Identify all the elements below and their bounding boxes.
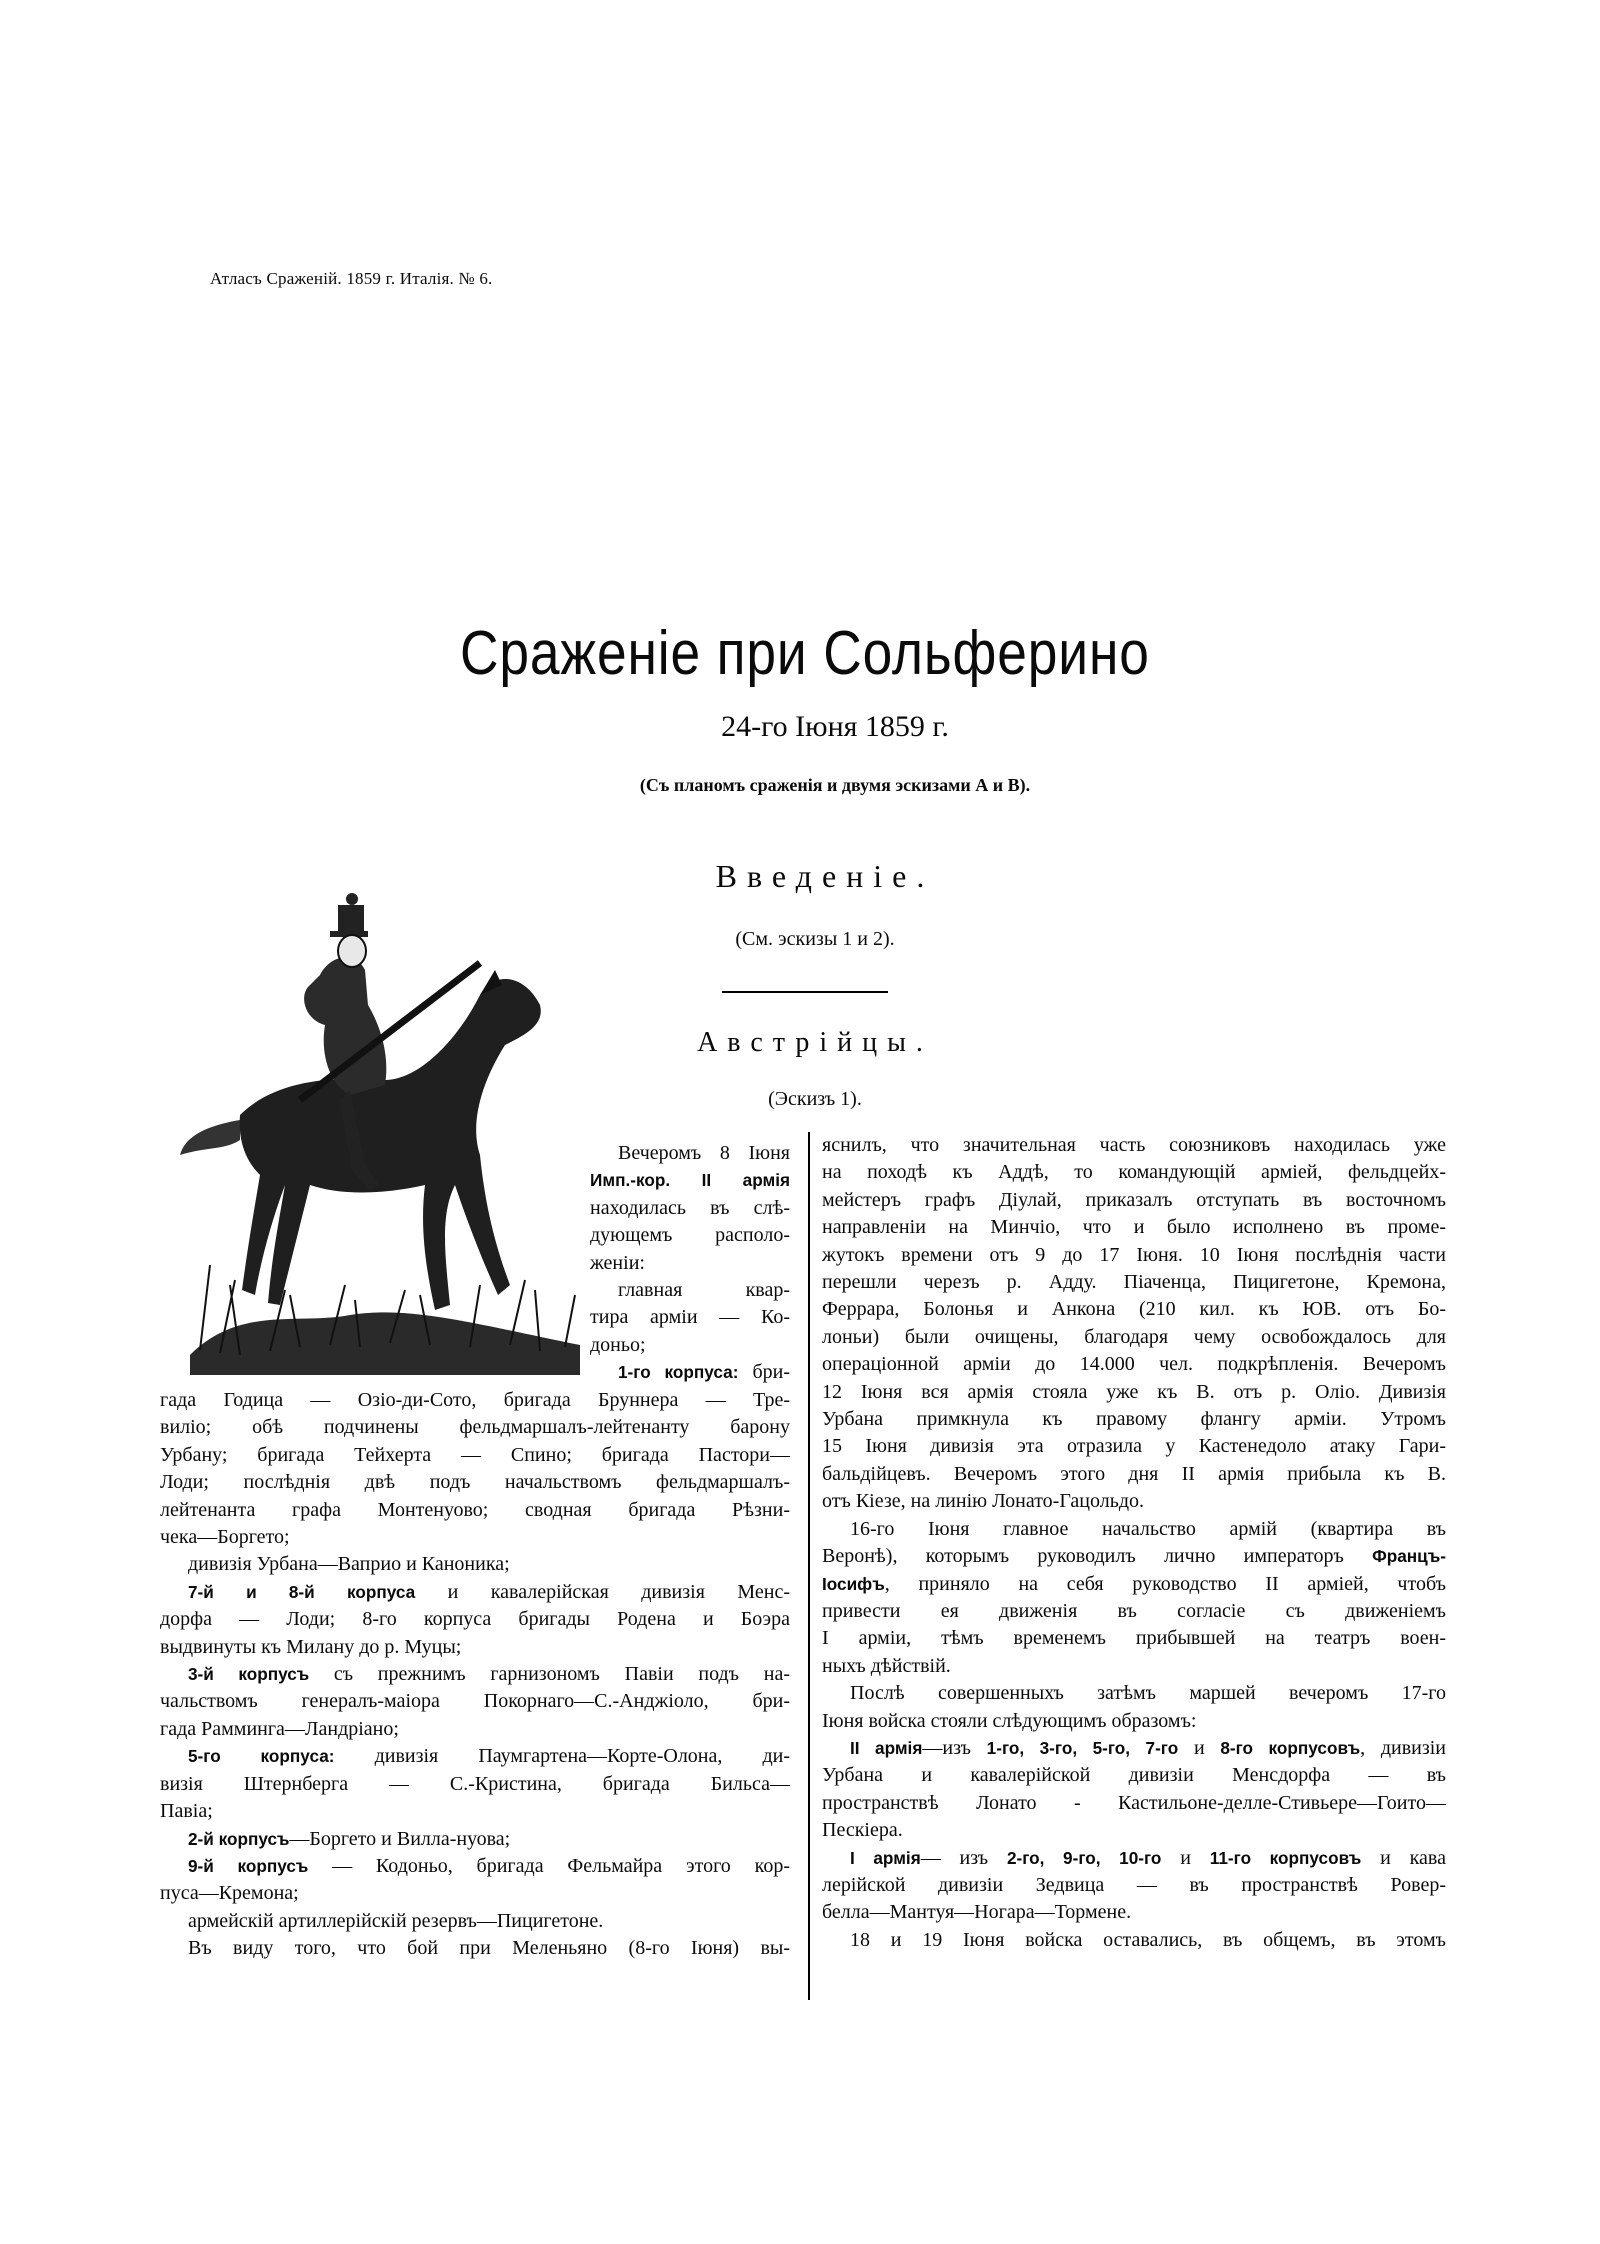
bold-term: Францъ- xyxy=(1372,1546,1446,1567)
text-run: Веронѣ), которымъ руководилъ лично императоръ xyxy=(822,1545,1373,1568)
text-run: лейтенанта графа Монтенуово; сводная бригада Рѣзни- xyxy=(160,1498,790,1521)
bold-term: I армія xyxy=(850,1847,921,1868)
bold-term: 1-го, 3-го, 5-го, 7-го xyxy=(986,1737,1179,1758)
left-column xyxy=(160,1387,790,1963)
text-line xyxy=(822,1379,1446,1406)
text-line xyxy=(822,1296,1446,1323)
bold-term: 7-й и 8-й корпуса xyxy=(188,1581,416,1602)
text-run: ныхъ дѣйствій. xyxy=(822,1654,951,1677)
text-line xyxy=(822,1324,1446,1351)
section-note-austrians: (Эскизъ 1). xyxy=(768,1088,862,1110)
text-run: выдвинуты къ Милану до р. Муцы; xyxy=(160,1635,462,1658)
text-line xyxy=(822,1653,1446,1680)
text-run: доньо; xyxy=(590,1333,646,1356)
text-line xyxy=(160,1634,790,1661)
text-line xyxy=(160,1661,790,1688)
text-line xyxy=(160,1908,790,1935)
divider-rule xyxy=(722,991,888,993)
text-run: 15 Іюня дивизія эта отразила у Кастенедоло атаку Гари- xyxy=(822,1435,1446,1458)
text-run: направленіи на Минчіо, что и было исполнено въ проме- xyxy=(822,1216,1446,1239)
right-column xyxy=(822,1132,1446,1954)
text-run: белла—Мантуя—Ногара—Тормене. xyxy=(822,1901,1132,1924)
text-run: I арміи, тѣмъ временемъ прибывшей на театръ воен- xyxy=(822,1627,1446,1650)
text-run: дивизія Урбана—Ваприо и Каноника; xyxy=(188,1553,510,1576)
text-line xyxy=(160,1798,790,1825)
text-line xyxy=(160,1579,790,1606)
text-run: съ прежнимъ гарнизономъ Павіи подъ на- xyxy=(309,1663,790,1686)
text-line xyxy=(822,1187,1446,1214)
text-line xyxy=(822,1214,1446,1241)
text-line xyxy=(590,1359,790,1386)
text-run: Урбана и кавалерійской дивизіи Менсдорфа — въ xyxy=(822,1764,1446,1787)
text-line xyxy=(160,1387,790,1414)
text-line xyxy=(822,1680,1446,1707)
text-run: — изъ xyxy=(920,1846,1007,1869)
text-line xyxy=(822,1872,1446,1899)
text-run: Въ виду того, что бой при Меленьяно (8-го Іюня) вы- xyxy=(188,1937,790,1960)
text-line xyxy=(822,1543,1446,1570)
text-line xyxy=(160,1442,790,1469)
text-run: Урбана примкнула къ правому флангу арміи. Утромъ xyxy=(822,1408,1446,1431)
text-run: бри- xyxy=(738,1361,790,1384)
text-run: 16-го Іюня главное начальство армій (квартира въ xyxy=(850,1517,1446,1540)
text-line xyxy=(160,1743,790,1770)
text-run: Іюня войска стояли слѣдующимъ образомъ: xyxy=(822,1709,1197,1732)
text-line xyxy=(160,1716,790,1743)
text-run: — Кодоньо, бригада Фельмайра этого кор- xyxy=(308,1854,790,1877)
text-line xyxy=(822,1571,1446,1598)
bold-term: 5-го корпуса: xyxy=(188,1746,335,1767)
text-run: перешли черезъ р. Адду. Піаченца, Пицигетоне, Кремона, xyxy=(822,1271,1446,1294)
section-heading-introduction: Введеніе. xyxy=(715,858,935,894)
text-run: дующемъ располо- xyxy=(590,1224,790,1247)
text-line xyxy=(590,1195,790,1222)
bold-term: 3-й корпусъ xyxy=(188,1664,310,1685)
text-run: Лоди; послѣднія двѣ подъ начальствомъ фельдмаршалъ- xyxy=(160,1471,790,1494)
bold-term: Іосифъ xyxy=(822,1573,885,1594)
text-run: жутокъ времени отъ 9 до 17 Іюня. 10 Іюня послѣднія части xyxy=(822,1243,1446,1266)
text-line xyxy=(822,1433,1446,1460)
text-line xyxy=(822,1159,1446,1186)
text-line xyxy=(822,1899,1446,1926)
text-run: Вечеромъ 8 Іюня xyxy=(618,1142,790,1164)
page-title: Сраженіе при Сольферино xyxy=(460,619,1150,688)
text-run: и xyxy=(1161,1846,1210,1869)
text-line xyxy=(822,1351,1446,1378)
text-run: тира арміи — Ко- xyxy=(590,1306,790,1329)
narrow-column xyxy=(590,1140,790,1387)
cavalryman-illustration xyxy=(180,885,585,1375)
text-line xyxy=(160,1414,790,1441)
text-line xyxy=(590,1167,790,1194)
text-run: на походѣ къ Аддѣ, то командующій арміей, фельдцейх- xyxy=(822,1161,1446,1184)
text-line xyxy=(160,1606,790,1633)
battle-date: 24-го Іюня 1859 г. xyxy=(721,710,949,743)
text-run: операціонной арміи до 14.000 чел. подкрѣпленія. Вечеромъ xyxy=(822,1353,1446,1376)
text-run: отъ Кіезе, на линію Лонато-Гацольдо. xyxy=(822,1490,1145,1513)
text-line xyxy=(160,1688,790,1715)
text-line xyxy=(160,1497,790,1524)
text-run: армейскій артиллерійскій резервъ—Пицигетоне. xyxy=(188,1909,604,1932)
text-run: , дивизіи xyxy=(1360,1736,1446,1759)
text-run: —Боргето и Вилла-нуова; xyxy=(289,1827,511,1850)
text-run: чальствомъ генералъ-маіора Покорнаго—С.-Анджіоло, бри- xyxy=(160,1690,790,1713)
text-line xyxy=(160,1935,790,1962)
text-line xyxy=(590,1222,790,1249)
text-run: Феррара, Болонья и Анкона (210 кил. къ ЮВ. отъ Бо- xyxy=(822,1298,1446,1321)
text-run: пространствѣ Лонато - Кастильоне-делле-Стивьере—Гоито— xyxy=(822,1791,1446,1814)
subtitle: (Съ планомъ сраженія и двумя эскизами А и В). xyxy=(639,775,1031,795)
text-run: 12 Іюня вся армія стояла уже къ В. отъ р. Оліо. Дивизія xyxy=(822,1380,1446,1403)
text-line xyxy=(822,1406,1446,1433)
bold-term: 9-й корпусъ xyxy=(188,1855,309,1876)
bold-term: 2-го, 9-го, 10-го xyxy=(1006,1847,1162,1868)
text-run: дорфа — Лоди; 8-го корпуса бригады Родена и Боэра xyxy=(160,1608,790,1631)
text-run: Урбану; бригада Тейхерта — Спино; бригада Пастори— xyxy=(160,1443,790,1466)
text-line xyxy=(590,1304,790,1331)
text-line xyxy=(822,1845,1446,1872)
bold-term: 2-й корпусъ xyxy=(188,1828,290,1849)
column-divider xyxy=(808,1132,810,2000)
text-line xyxy=(822,1790,1446,1817)
text-line xyxy=(822,1598,1446,1625)
text-line xyxy=(822,1762,1446,1789)
text-line xyxy=(590,1277,790,1304)
text-line xyxy=(160,1551,790,1578)
bold-term: II армія xyxy=(850,1737,923,1758)
text-line xyxy=(822,1461,1446,1488)
text-line xyxy=(822,1132,1446,1159)
text-line xyxy=(822,1708,1446,1735)
text-line xyxy=(822,1625,1446,1652)
text-run: лерійской дивизіи Зедвица — въ пространствѣ Ровер- xyxy=(822,1873,1446,1896)
text-line xyxy=(160,1826,790,1853)
text-line xyxy=(822,1927,1446,1954)
running-head: Атласъ Сраженій. 1859 г. Италія. № 6. xyxy=(210,269,493,288)
text-line xyxy=(160,1524,790,1551)
text-run: главная квар- xyxy=(618,1279,790,1302)
bold-term: 8-го корпусовъ xyxy=(1220,1737,1361,1758)
text-line xyxy=(590,1332,790,1359)
text-run: , приняло на себя руководство II арміей, чтобъ xyxy=(884,1572,1446,1595)
text-run: бальдійцевъ. Вечеромъ этого дня II армія прибыла къ В. xyxy=(822,1462,1446,1485)
text-line xyxy=(590,1140,790,1167)
text-line xyxy=(822,1817,1446,1844)
text-run: Послѣ совершенныхъ затѣмъ маршей вечеромъ 17-го xyxy=(850,1682,1446,1705)
text-run: и кава xyxy=(1361,1846,1446,1869)
section-note-introduction: (См. эскизы 1 и 2). xyxy=(735,928,895,950)
bold-term: 1-го корпуса: xyxy=(618,1362,739,1383)
text-run: виліо; обѣ подчинены фельдмаршалъ-лейтенанту барону xyxy=(160,1416,790,1439)
text-line xyxy=(160,1771,790,1798)
text-run: яснилъ, что значительная часть союзниковъ находилась уже xyxy=(822,1134,1446,1156)
bold-term: Имп.-кор. II армія xyxy=(590,1170,790,1191)
text-run: Павіа; xyxy=(160,1800,213,1823)
text-run: гада Рамминга—Ландріано; xyxy=(160,1717,399,1740)
bold-term: 11-го корпусовъ xyxy=(1209,1847,1362,1868)
text-run: лоньи) были очищены, благодаря чему освобождалось для xyxy=(822,1325,1446,1348)
text-line xyxy=(822,1269,1446,1296)
text-line xyxy=(822,1488,1446,1515)
text-line xyxy=(590,1250,790,1277)
text-run: пуса—Кремона; xyxy=(160,1882,299,1905)
text-run: 18 и 19 Іюня войска оставались, въ общемъ, въ этомъ xyxy=(850,1928,1446,1951)
text-line xyxy=(822,1516,1446,1543)
text-line xyxy=(822,1735,1446,1762)
text-run: —изъ xyxy=(922,1736,987,1759)
text-line xyxy=(822,1242,1446,1269)
text-line xyxy=(160,1469,790,1496)
text-line xyxy=(160,1880,790,1907)
section-heading-austrians: Австрійцы. xyxy=(697,1027,933,1058)
text-run: Пескіера. xyxy=(822,1819,903,1842)
text-run: и xyxy=(1178,1736,1221,1759)
text-run: гада Годица — Озіо-ди-Сото, бригада Бруннера — Тре- xyxy=(160,1389,790,1411)
text-run: чека—Боргето; xyxy=(160,1526,290,1549)
text-run: находилась въ слѣ- xyxy=(590,1196,790,1219)
text-line xyxy=(160,1853,790,1880)
text-run: мейстеръ графъ Діулай, приказалъ отступать въ восточномъ xyxy=(822,1188,1446,1211)
text-run: дивизія Паумгартена—Корте-Олона, ди- xyxy=(334,1745,790,1768)
text-run: и кавалерійская дивизія Менс- xyxy=(415,1580,790,1603)
text-run: привести ея движенія въ согласіе съ движеніемъ xyxy=(822,1599,1446,1622)
text-run: женіи: xyxy=(590,1251,645,1274)
text-run: визія Штернберга — С.-Кристина, бригада Бильса— xyxy=(160,1772,790,1795)
